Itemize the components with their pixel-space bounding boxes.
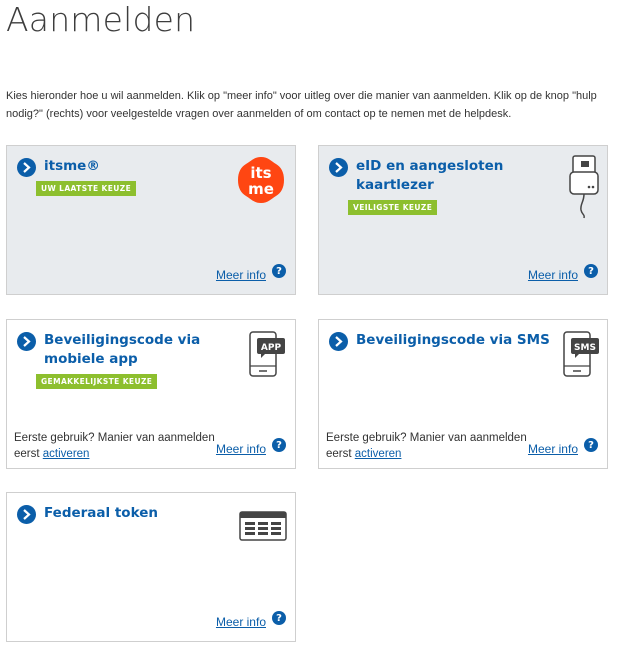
meer-info-link[interactable] bbox=[215, 612, 286, 629]
page-title: Aanmelden bbox=[6, 0, 196, 39]
first-use-text: Eerste gebruik? Manier van aanmelden eerst bbox=[14, 432, 215, 460]
meer-info-link[interactable] bbox=[527, 265, 598, 282]
phone-sms-icon bbox=[561, 330, 601, 382]
chevron-right-icon bbox=[17, 505, 36, 524]
chevron-right-icon bbox=[17, 332, 36, 351]
phone-icon-label: APP bbox=[260, 343, 282, 353]
card-title: Beveiligingscode via SMS bbox=[356, 332, 550, 348]
card-title: Federaal token bbox=[44, 505, 158, 521]
help-icon[interactable]: ? bbox=[272, 611, 286, 625]
meer-info-label[interactable]: Meer info bbox=[215, 615, 266, 629]
card-reader-icon bbox=[567, 154, 601, 224]
meer-info-link[interactable] bbox=[527, 439, 598, 456]
first-use-note bbox=[14, 430, 224, 462]
card-title: Beveiligingscode via mobiele app bbox=[44, 332, 201, 367]
chevron-right-icon bbox=[329, 332, 348, 351]
chevron-right-icon bbox=[17, 158, 36, 177]
status-badge: UW LAATSTE KEUZE bbox=[36, 181, 136, 196]
meer-info-label[interactable]: Meer info bbox=[215, 268, 266, 282]
token-grid-icon bbox=[239, 511, 287, 545]
meer-info-label[interactable]: Meer info bbox=[527, 442, 578, 456]
help-icon[interactable]: ? bbox=[272, 264, 286, 278]
login-option-itsme[interactable] bbox=[6, 145, 296, 295]
intro-text: Kies hieronder hoe u wil aanmelden. Klik op "meer info" voor uitleg over die manier van aanmelden. Klik op de knop "hulp nodig?" (rechts) voor veelgestelde vragen over aanmelden of om contact op te nemen met de helpdesk. bbox=[6, 90, 597, 120]
activate-link[interactable]: activeren bbox=[42, 448, 90, 460]
itsme-logo-text-bottom: me bbox=[248, 180, 274, 198]
meer-info-label[interactable]: Meer info bbox=[527, 268, 578, 282]
login-option-mobile-app[interactable] bbox=[6, 319, 296, 469]
itsme-logo-icon bbox=[237, 156, 285, 208]
meer-info-label[interactable]: Meer info bbox=[215, 442, 266, 456]
card-title: itsme® bbox=[44, 158, 100, 174]
activate-link[interactable]: activeren bbox=[354, 448, 402, 460]
help-icon[interactable]: ? bbox=[584, 264, 598, 278]
login-option-eid[interactable] bbox=[318, 145, 608, 295]
phone-app-icon bbox=[247, 330, 287, 382]
login-option-federal-token[interactable] bbox=[6, 492, 296, 642]
help-icon[interactable]: ? bbox=[584, 438, 598, 452]
itsme-logo-text-top: its bbox=[250, 164, 272, 182]
help-icon[interactable]: ? bbox=[272, 438, 286, 452]
chevron-right-icon bbox=[329, 158, 348, 177]
meer-info-link[interactable] bbox=[215, 439, 286, 456]
login-option-sms[interactable] bbox=[318, 319, 608, 469]
first-use-text: Eerste gebruik? Manier van aanmelden eerst bbox=[326, 432, 527, 460]
phone-icon-label: SMS bbox=[574, 343, 596, 353]
status-badge: VEILIGSTE KEUZE bbox=[348, 200, 437, 215]
meer-info-link[interactable] bbox=[215, 265, 286, 282]
card-title: eID en aangesloten kaartlezer bbox=[356, 158, 504, 193]
first-use-note bbox=[326, 430, 536, 462]
status-badge: GEMAKKELIJKSTE KEUZE bbox=[36, 374, 157, 389]
